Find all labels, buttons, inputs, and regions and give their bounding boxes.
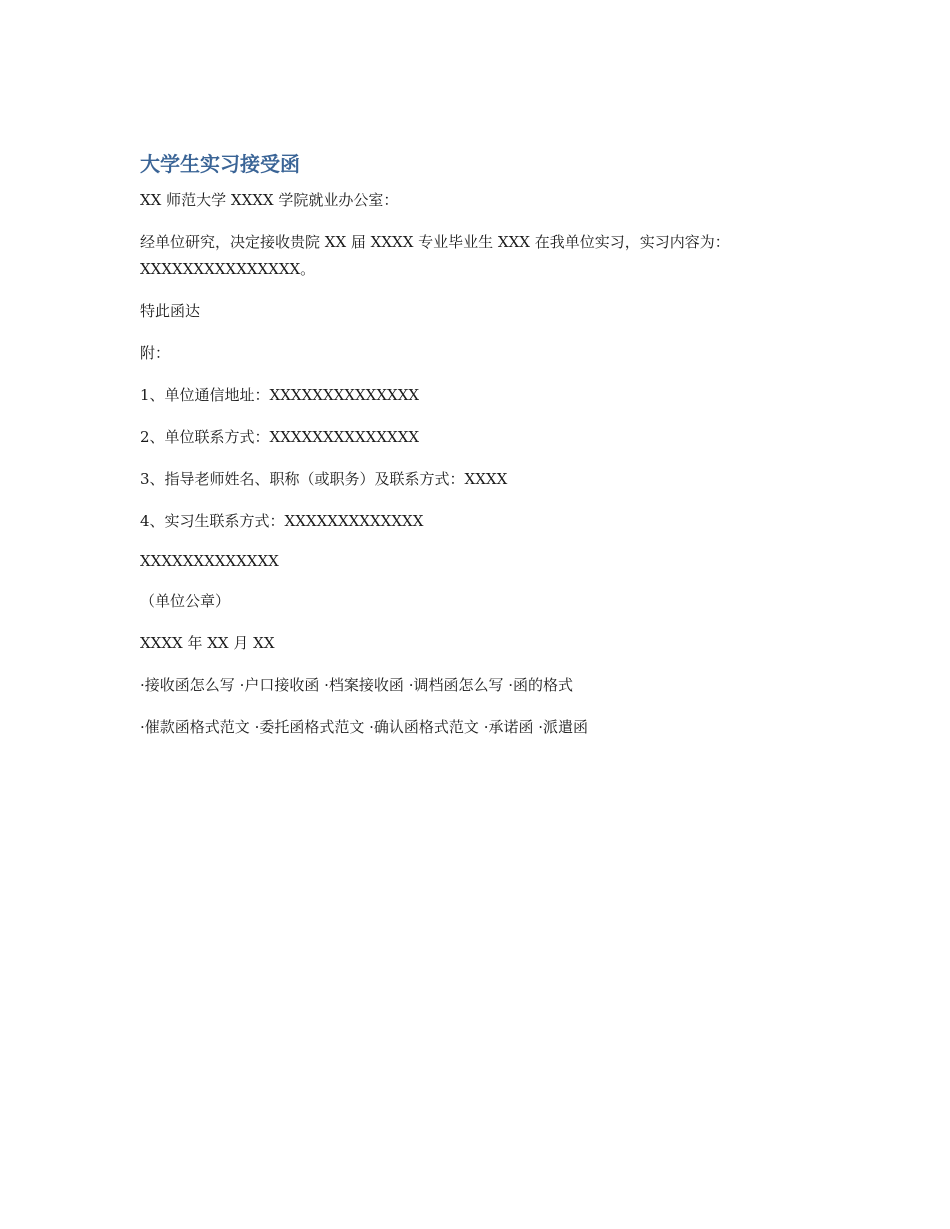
related-link[interactable]: ·确认函格式范文 (369, 718, 479, 736)
attachment-item-3: 3、指导老师姓名、职称（或职务）及联系方式：XXXX (140, 470, 508, 488)
date-line: XXXX 年 XX 月 XX (140, 634, 275, 652)
closing-text: 特此函达 (140, 302, 201, 320)
related-link[interactable]: ·派遣函 (538, 718, 589, 736)
body-paragraph (140, 229, 820, 283)
seal-label: （单位公章） (140, 592, 231, 610)
related-link[interactable]: ·户口接收函 (239, 676, 320, 694)
related-link[interactable]: ·档案接收函 (324, 676, 404, 694)
related-links-row-2 (140, 714, 820, 741)
signer-name: XXXXXXXXXXXXX (140, 552, 279, 570)
attachment-item-4: 4、实习生联系方式：XXXXXXXXXXXXX (140, 512, 424, 530)
related-link[interactable]: ·接收函怎么写 (140, 676, 235, 694)
related-link[interactable]: ·调档函怎么写 (408, 676, 504, 694)
document-title: 大学生实习接受函 (140, 152, 300, 176)
related-link[interactable]: ·函的格式 (508, 676, 574, 694)
salutation: XX 师范大学 XXXX 学院就业办公室： (140, 191, 399, 209)
body-line-2: XXXXXXXXXXXXXXX。 (140, 260, 316, 278)
attachment-label: 附： (140, 344, 171, 362)
related-links-row-1 (140, 672, 820, 699)
attachment-item-1: 1、单位通信地址：XXXXXXXXXXXXXX (140, 386, 420, 404)
body-line-1: 经单位研究，决定接收贵院 XX 届 XXXX 专业毕业生 XXX 在我单位实习，实习内容为： (140, 233, 730, 251)
related-link[interactable]: ·承诺函 (483, 718, 534, 736)
document-page (140, 150, 820, 756)
related-link[interactable]: ·催款函格式范文 (140, 718, 250, 736)
attachment-item-2: 2、单位联系方式：XXXXXXXXXXXXXX (140, 428, 420, 446)
related-link[interactable]: ·委托函格式范文 (254, 718, 365, 736)
